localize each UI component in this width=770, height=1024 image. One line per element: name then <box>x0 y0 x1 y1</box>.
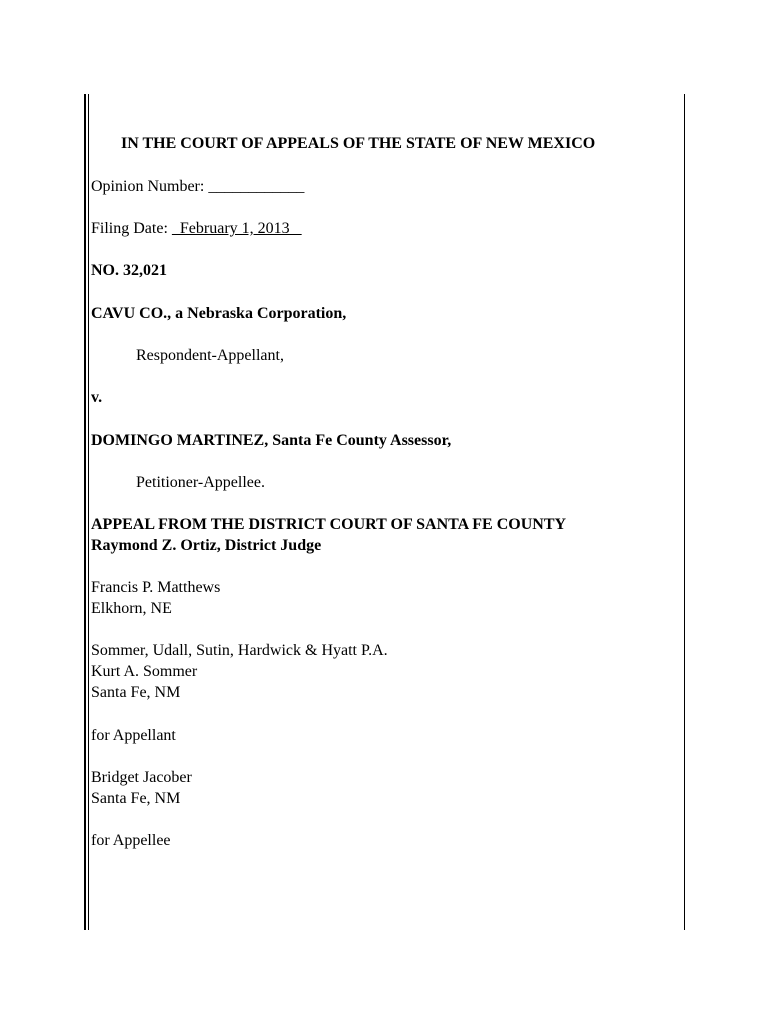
party-appellee: DOMINGO MARTINEZ, Santa Fe County Assessor, <box>91 432 452 449</box>
filing-date-value: February 1, 2013 <box>171 220 302 237</box>
filing-date <box>91 218 302 239</box>
case-number: NO. 32,021 <box>91 262 167 279</box>
party-appellee-role: Petitioner-Appellee. <box>136 474 265 491</box>
counsel-appellant-firm: Sommer, Udall, Sutin, Hardwick & Hyatt P.A. <box>91 642 388 659</box>
left-margin-rule-inner <box>88 94 89 930</box>
party-appellant-role: Respondent-Appellant, <box>136 347 284 364</box>
counsel-appellant-firm-city: Santa Fe, NM <box>91 684 181 701</box>
opinion-number: Opinion Number: ____________ <box>91 178 305 195</box>
for-appellee-label: for Appellee <box>91 832 171 849</box>
right-margin-rule <box>684 94 685 930</box>
court-title: IN THE COURT OF APPEALS OF THE STATE OF NEW MEXICO <box>121 135 596 152</box>
counsel-appellant-attorney: Kurt A. Sommer <box>91 663 198 680</box>
for-appellant-label: for Appellant <box>91 727 176 744</box>
party-appellant: CAVU CO., a Nebraska Corporation, <box>91 305 347 322</box>
counsel-appellee-city: Santa Fe, NM <box>91 790 181 807</box>
left-margin-rule <box>84 94 86 930</box>
counsel-appellant-name: Francis P. Matthews <box>91 579 221 596</box>
judge-line: Raymond Z. Ortiz, District Judge <box>91 537 322 554</box>
versus: v. <box>91 389 103 406</box>
filing-date-label: Filing Date: <box>91 220 172 237</box>
counsel-appellant-city: Elkhorn, NE <box>91 600 172 617</box>
counsel-appellee-name: Bridget Jacober <box>91 769 192 786</box>
appeal-line: APPEAL FROM THE DISTRICT COURT OF SANTA FE COUNTY <box>91 516 567 533</box>
